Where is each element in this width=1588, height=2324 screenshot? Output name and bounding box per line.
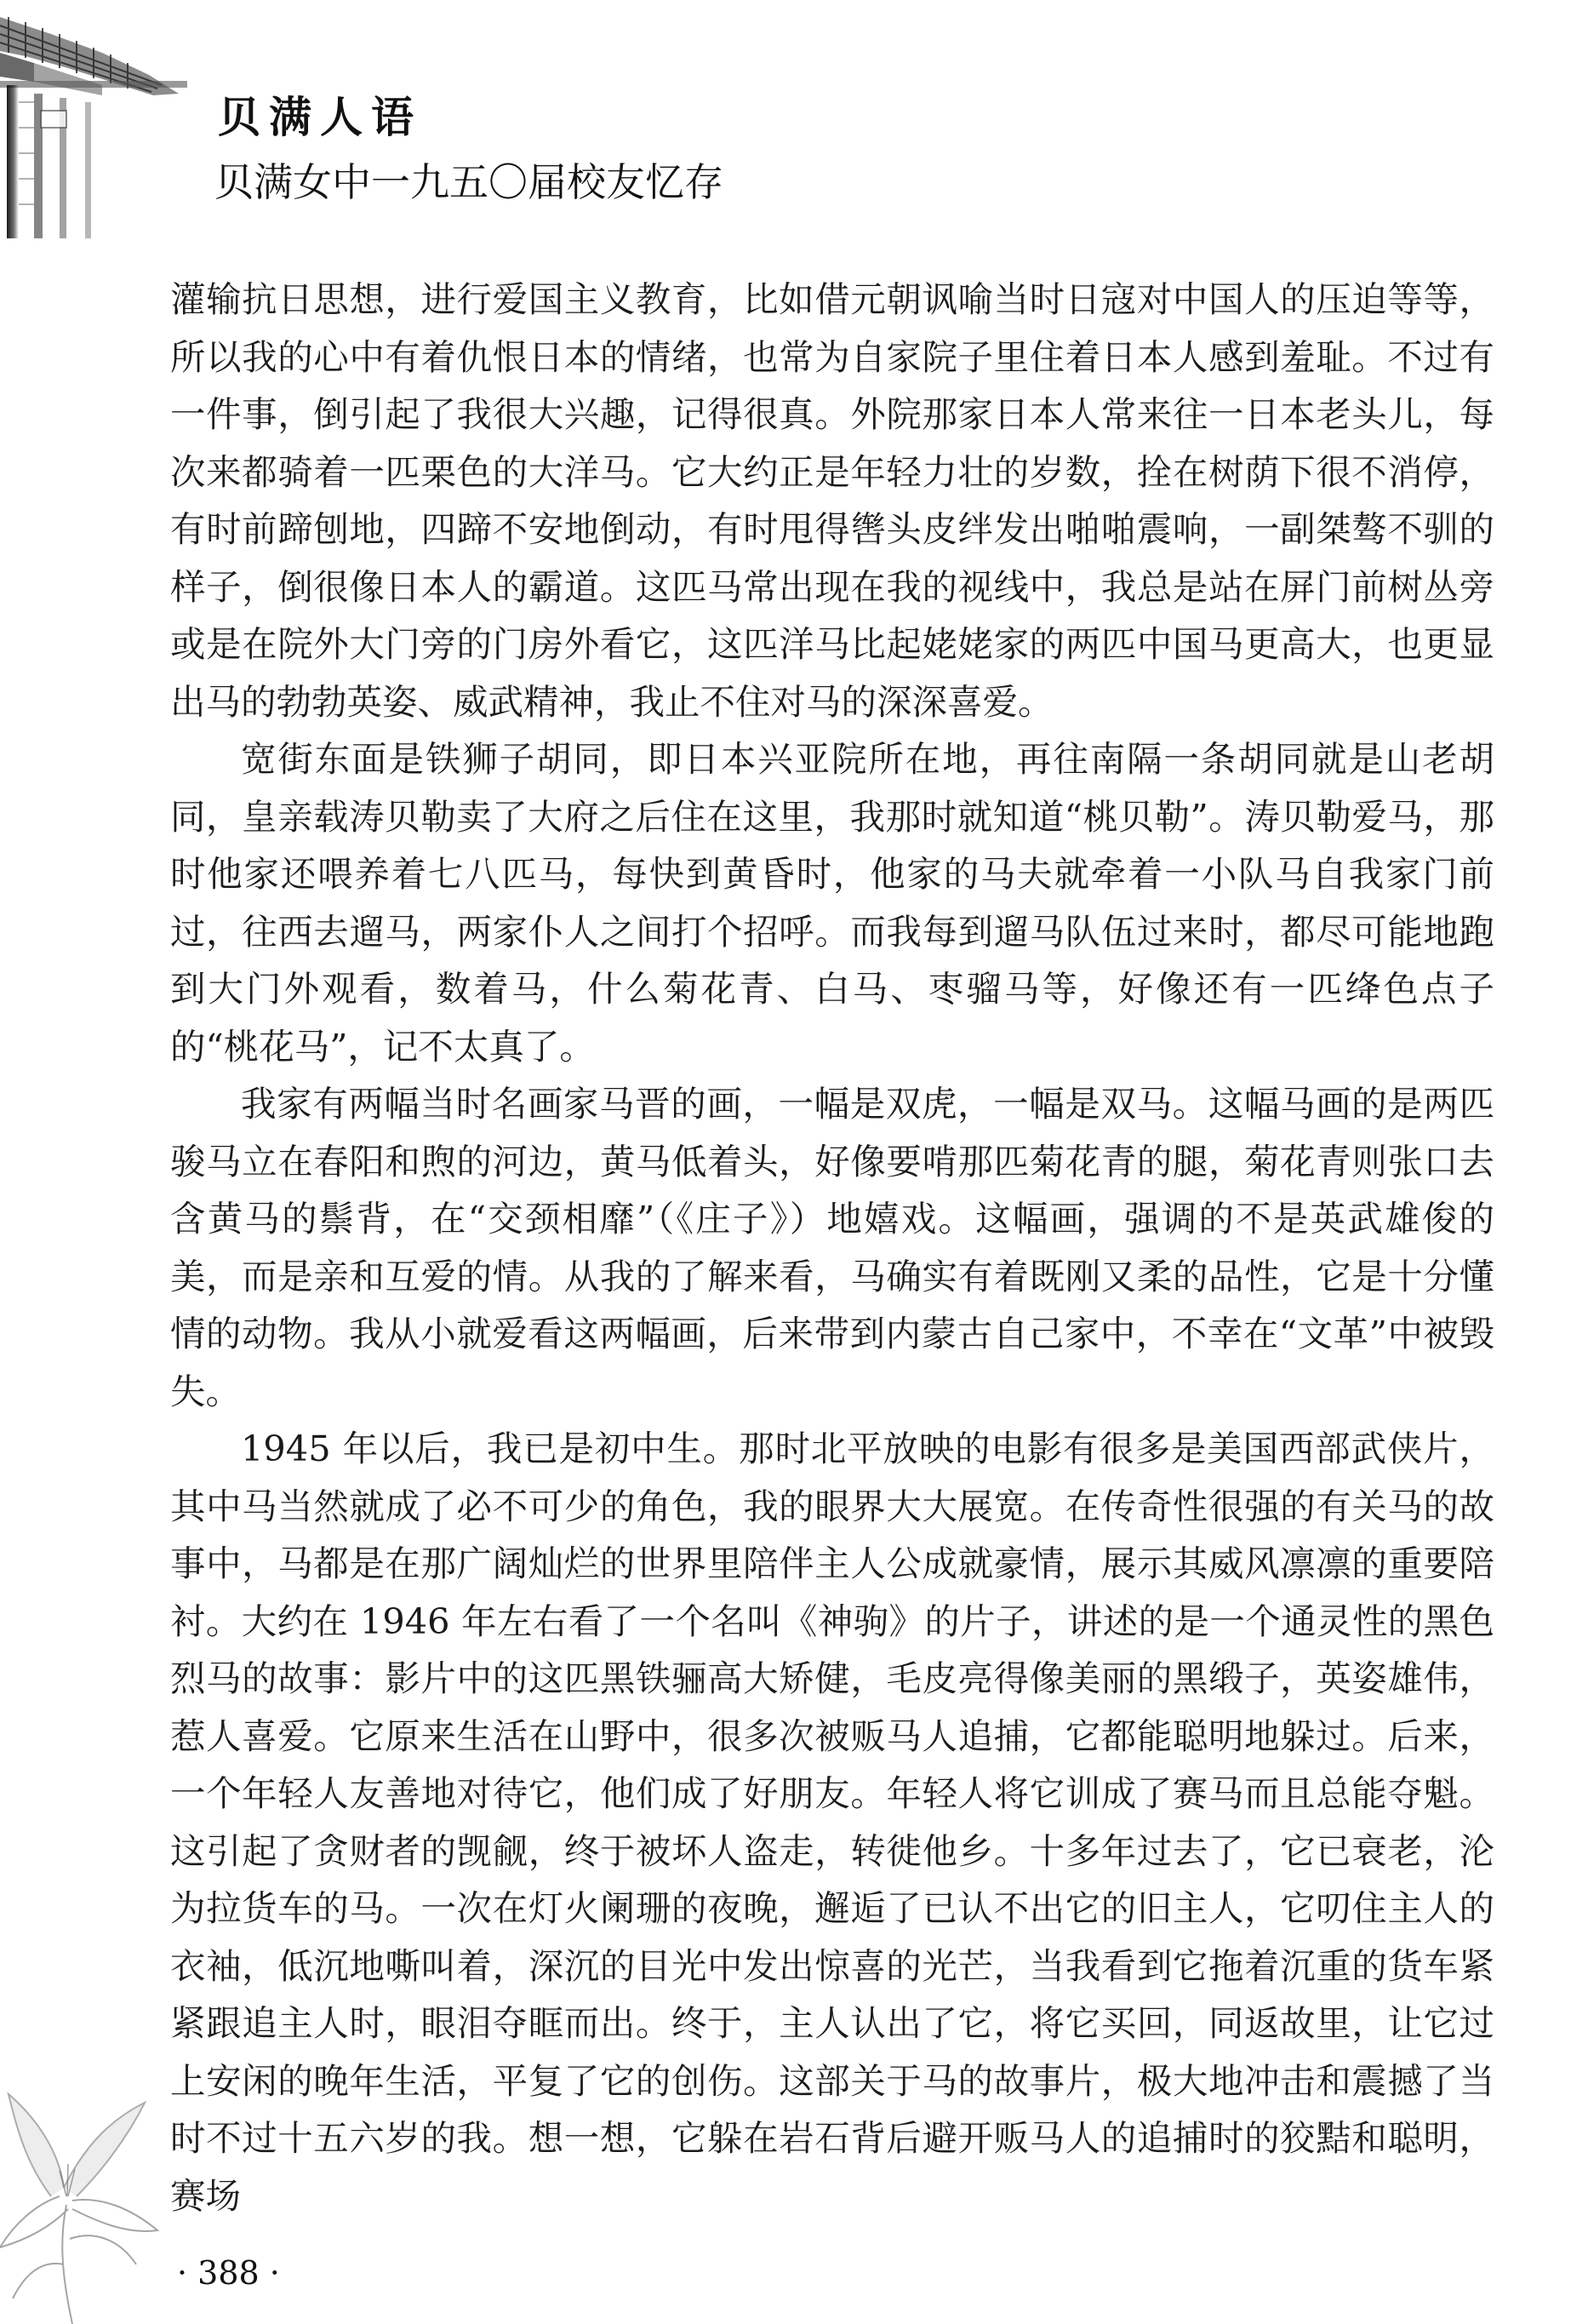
- book-subtitle: 贝满女中一九五〇届校友忆存: [214, 159, 723, 205]
- pavilion-illustration: [0, 0, 204, 238]
- section-title: 贝满人语: [218, 93, 422, 142]
- article-body: [170, 271, 1494, 2224]
- paragraph: 灌输抗日思想，进行爱国主义教育，比如借元朝讽喻当时日寇对中国人的压迫等等，所以我的心中有着仇恨日本的情绪，也常为自家院子里住着日本人感到羞耻。不过有一件事，倒引起了我很大兴趣，记得很真。外院那家日本人常来往一日本老头儿，每次来都骑着一匹栗色的大洋马。它大约正是年轻力壮的岁数，拴在树荫下很不消停，有时前蹄刨地，四蹄不安地倒动，有时甩得辔头皮绊发出啪啪震响，一副桀骜不驯的样子，倒很像日本人的霸道。这匹马常出现在我的视线中，我总是站在屏门前树丛旁或是在院外大门旁的门房外看它，这匹洋马比起姥姥家的两匹中国马更高大，也更显出马的勃勃英姿、威武精神，我止不住对马的深深喜爱。: [170, 278, 1494, 723]
- page-number: · 388 ·: [177, 2254, 280, 2292]
- lily-flower-illustration: [0, 2069, 170, 2324]
- paragraph: 宽街东面是铁狮子胡同，即日本兴亚院所在地，再往南隔一条胡同就是山老胡同，皇亲载涛贝勒卖了大府之后住在这里，我那时就知道“桃贝勒”。涛贝勒爱马，那时他家还喂养着七八匹马，每快到黄昏时，他家的马夫就牵着一小队马自我家门前过，往西去遛马，两家仆人之间打个招呼。而我每到遛马队伍过来时，都尽可能地跑到大门外观看，数着马，什么菊花青、白马、枣骝马等，好像还有一匹绛色点子的“桃花马”，记不太真了。: [170, 738, 1494, 1068]
- paragraph: 我家有两幅当时名画家马晋的画，一幅是双虎，一幅是双马。这幅马画的是两匹骏马立在春阳和煦的河边，黄马低着头，好像要啃那匹菊花青的腿，菊花青则张口去含黄马的鬃背，在“交颈相靡”（《庄子》）地嬉戏。这幅画，强调的不是英武雄俊的美，而是亲和互爱的情。从我的了解来看，马确实有着既刚又柔的品性，它是十分懂情的动物。我从小就爱看这两幅画，后来带到内蒙古自己家中，不幸在“文革”中被毁失。: [170, 1083, 1494, 1412]
- paragraph: 1945 年以后，我已是初中生。那时北平放映的电影有很多是美国西部武侠片，其中马当然就成了必不可少的角色，我的眼界大大展宽。在传奇性很强的有关马的故事中，马都是在那广阔灿烂的世界里陪伴主人公成就豪情，展示其威风凛凛的重要陪衬。大约在 1946 年左右看了一个名叫《神驹》的片子，讲述的是一个通灵性的黑色烈马的故事：影片中的这匹黑铁骊高大矫健，毛皮亮得像美丽的黑缎子，英姿雄伟，惹人喜爱。它原来生活在山野中，很多次被贩马人追捕，它都能聪明地躲过。后来，一个年轻人友善地对待它，他们成了好朋友。年轻人将它训成了赛马而且总能夺魁。这引起了贪财者的觊觎，终于被坏人盗走，转徙他乡。十多年过去了，它已衰老，沦为拉货车的马。一次在灯火阑珊的夜晚，邂逅了已认不出它的旧主人，它叨住主人的衣袖，低沉地嘶叫着，深沉的目光中发出惊喜的光芒，当我看到它拖着沉重的货车紧紧跟追主人时，眼泪夺眶而出。终于，主人认出了它，将它买回，同返故里，让它过上安闲的晚年生活，平复了它的创伤。这部关于马的故事片，极大地冲击和震撼了当时不过十五六岁的我。想一想，它躲在岩石背后避开贩马人的追捕时的狡黠和聪明，赛场: [170, 1428, 1494, 2217]
